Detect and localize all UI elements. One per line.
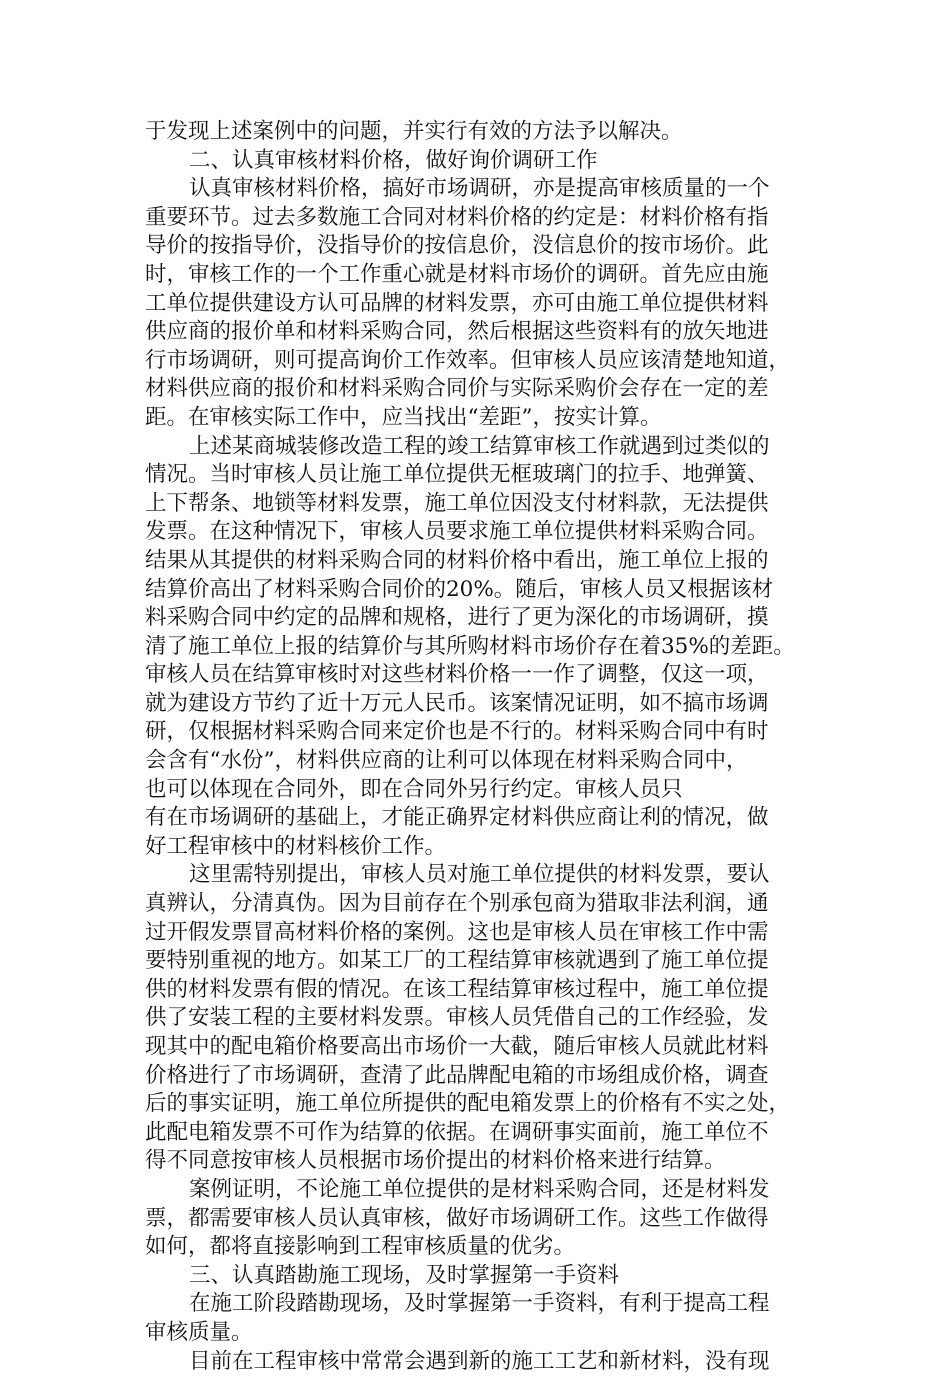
text-line: 会含有“水份”，材料供应商的让利可以体现在材料采购合同中， <box>145 748 748 774</box>
text-line: 有在市场调研的基础上，才能正确界定材料供应商让利的情况，做 <box>145 805 769 831</box>
text-line: 重要环节。过去多数施工合同对材料价格的约定是：材料价格有指 <box>145 204 769 230</box>
text-line: 好工程审核中的材料核价工作。 <box>145 833 447 859</box>
text-line: 也可以体现在合同外，即在合同外另行约定。审核人员只 <box>145 776 683 802</box>
text-line: 供了安装工程的主要材料发票。审核人员凭借自己的工作经验，发 <box>145 1005 769 1031</box>
text-line: 料采购合同中约定的品牌和规格，进行了更为深化的市场调研，摸 <box>145 605 769 631</box>
text-line: 于发现上述案例中的问题，并实行有效的方法予以解决。 <box>145 119 683 144</box>
text-line: 审核人员在结算审核时对这些材料价格一一作了调整，仅这一项， <box>145 662 769 688</box>
section-heading: 二、认真审核材料价格，做好询价调研工作 <box>189 147 598 173</box>
text-line: 工单位提供建设方认可品牌的材料发票，亦可由施工单位提供材料 <box>145 290 769 316</box>
text-line: 目前在工程审核中常常会遇到新的施工工艺和新材料，没有现 <box>189 1348 770 1374</box>
document-page <box>145 118 805 1376</box>
section-heading: 三、认真踏勘施工现场，及时掌握第一手资料 <box>189 1262 620 1288</box>
text-line: 行市场调研，则可提高询价工作效率。但审核人员应该清楚地知道， <box>145 347 791 373</box>
text-line: 价格进行了市场调研，查清了此品牌配电箱的市场组成价格，调查 <box>145 1062 769 1088</box>
text-line: 后的事实证明，施工单位所提供的配电箱发票上的价格有不实之处， <box>145 1091 791 1117</box>
text-line: 材料供应商的报价和材料采购合同价与实际采购价会存在一定的差 <box>145 376 769 402</box>
text-line: 审核质量。 <box>145 1319 253 1345</box>
text-line: 案例证明，不论施工单位提供的是材料采购合同，还是材料发 <box>189 1176 770 1202</box>
text-line: 供的材料发票有假的情况。在该工程结算审核过程中，施工单位提 <box>145 976 769 1002</box>
text-line: 结果从其提供的材料采购合同的材料价格中看出，施工单位上报的 <box>145 547 769 573</box>
text-line: 就为建设方节约了近十万元人民币。该案情况证明，如不搞市场调 <box>145 690 769 716</box>
text-line: 供应商的报价单和材料采购合同，然后根据这些资料有的放矢地进 <box>145 319 769 345</box>
text-line: 现其中的配电箱价格要高出市场价一大截，随后审核人员就此材料 <box>145 1034 769 1059</box>
text-line: 研，仅根据材料采购合同来定价也是不行的。材料采购合同中有时 <box>145 719 769 745</box>
text-line: 上下帮条、地锁等材料发票，施工单位因没支付材料款，无法提供 <box>145 490 769 516</box>
text-line: 上述某商城装修改造工程的竣工结算审核工作就遇到过类似的 <box>189 433 770 459</box>
text-line: 票，都需要审核人员认真审核，做好市场调研工作。这些工作做得 <box>145 1205 769 1231</box>
text-line: 在施工阶段踏勘现场，及时掌握第一手资料，有利于提高工程 <box>189 1291 770 1317</box>
text-line: 得不同意按审核人员根据市场价提出的材料价格来进行结算。 <box>145 1148 726 1174</box>
text-line: 此配电箱发票不可作为结算的依据。在调研事实面前，施工单位不 <box>145 1119 769 1145</box>
text-line: 情况。当时审核人员让施工单位提供无框玻璃门的拉手、地弹簧、 <box>145 462 769 488</box>
text-line: 认真审核材料价格，搞好市场调研，亦是提高审核质量的一个 <box>189 176 770 202</box>
text-line: 清了施工单位上报的结算价与其所购材料市场价存在着35%的差距。 <box>145 633 795 659</box>
text-line: 这里需特别提出，审核人员对施工单位提供的材料发票，要认 <box>189 862 770 888</box>
text-line: 如何，都将直接影响到工程审核质量的优劣。 <box>145 1234 576 1260</box>
text-line: 结算价高出了材料采购合同价的20%。随后，审核人员又根据该材 <box>145 576 774 602</box>
text-line: 距。在审核实际工作中，应当找出“差距”，按实计算。 <box>145 404 662 430</box>
text-line: 导价的按指导价，没指导价的按信息价，没信息价的按市场价。此 <box>145 233 769 259</box>
text-line: 时，审核工作的一个工作重心就是材料市场价的调研。首先应由施 <box>145 261 769 287</box>
text-line: 真辨认，分清真伪。因为目前存在个别承包商为猎取非法利润，通 <box>145 891 769 917</box>
text-line: 要特别重视的地方。如某工厂的工程结算审核就遇到了施工单位提 <box>145 948 769 974</box>
text-line: 过开假发票冒高材料价格的案例。这也是审核人员在审核工作中需 <box>145 919 769 945</box>
text-line: 发票。在这种情况下，审核人员要求施工单位提供材料采购合同。 <box>145 519 769 545</box>
